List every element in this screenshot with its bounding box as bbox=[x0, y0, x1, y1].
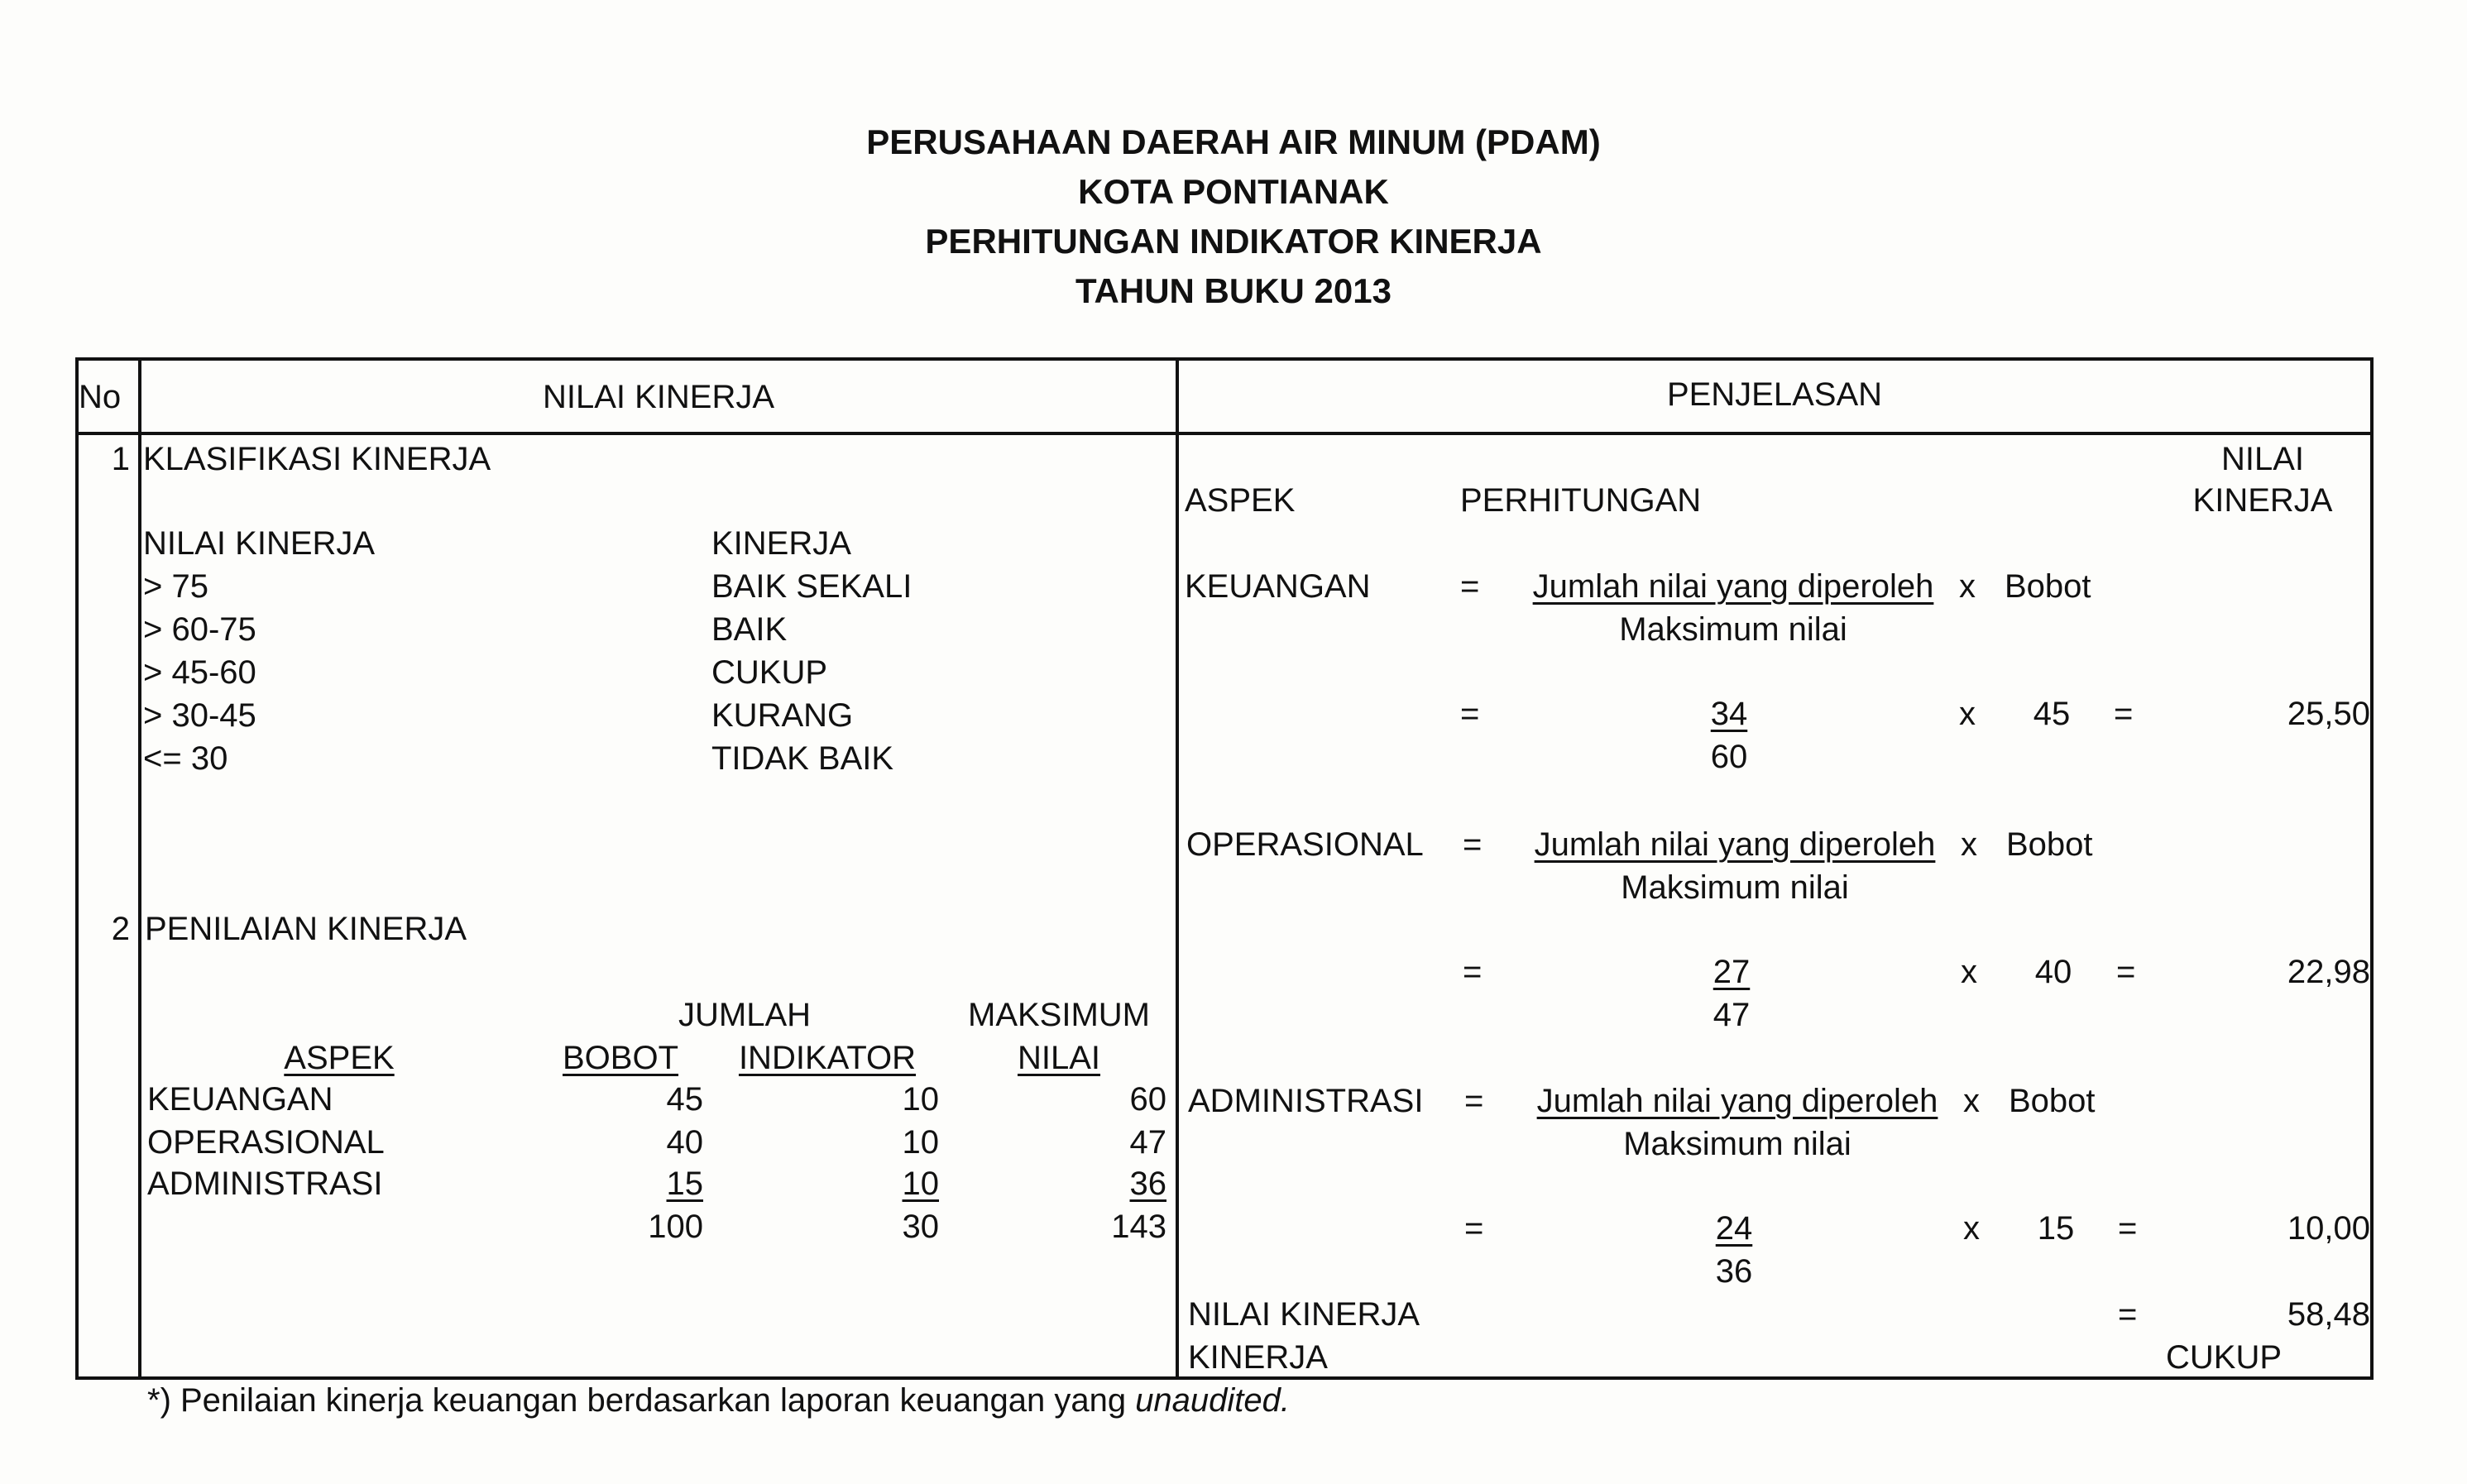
klasifikasi-range: > 30-45 bbox=[143, 697, 256, 734]
calc-aspek-name: KEUANGAN bbox=[1185, 568, 1371, 605]
penjelasan-head-kinerja: KINERJA bbox=[2192, 482, 2333, 519]
penilaian-indikator: 10 bbox=[902, 1166, 939, 1202]
penjelasan-head-nilai: NILAI bbox=[2220, 441, 2305, 477]
calc-aspek-name: ADMINISTRASI bbox=[1188, 1083, 1424, 1119]
footnote-text: *) Penilaian kinerja keuangan berdasarkan laporan keuangan yang bbox=[147, 1382, 1136, 1419]
kinerja-label: KINERJA bbox=[1188, 1339, 1328, 1376]
calc-times: x bbox=[1959, 696, 1976, 732]
klasifikasi-range: > 60-75 bbox=[143, 611, 256, 648]
penilaian-bobot: 45 bbox=[666, 1081, 703, 1118]
klasifikasi-label: BAIK SEKALI bbox=[711, 568, 913, 605]
klasifikasi-range: > 75 bbox=[143, 568, 208, 605]
penilaian-aspek: KEUANGAN bbox=[147, 1081, 333, 1118]
calc-eq: = bbox=[1463, 954, 1483, 990]
calc-numerator: 24 bbox=[1715, 1210, 1753, 1247]
title-year: TAHUN BUKU 2013 bbox=[1075, 271, 1392, 310]
calc-times: x bbox=[1963, 1083, 1980, 1119]
calc-aspek-name: OPERASIONAL bbox=[1186, 826, 1424, 863]
calc-eq: = bbox=[1464, 1210, 1484, 1247]
penilaian-indikator: 10 bbox=[902, 1081, 939, 1118]
penilaian-total-nilai: 143 bbox=[1111, 1209, 1166, 1245]
calc-numerator: 27 bbox=[1713, 954, 1751, 990]
footnote bbox=[147, 1380, 1290, 1421]
penilaian-indikator: 10 bbox=[902, 1124, 939, 1161]
penilaian-head-aspek: ASPEK bbox=[284, 1040, 395, 1076]
penilaian-total-bobot: 100 bbox=[648, 1209, 703, 1245]
calc-numerator: 34 bbox=[1710, 696, 1748, 732]
penilaian-head-bobot: BOBOT bbox=[562, 1040, 679, 1076]
penjelasan-head-perhitungan: PERHITUNGAN bbox=[1460, 482, 1702, 519]
calc-bobot-label: Bobot bbox=[2005, 568, 2091, 605]
col-divider-no bbox=[138, 357, 141, 1380]
penilaian-aspek: OPERASIONAL bbox=[147, 1124, 385, 1161]
total-nilai-label: NILAI KINERJA bbox=[1188, 1296, 1420, 1333]
header-row-divider bbox=[75, 432, 2374, 435]
calc-bobot-label: Bobot bbox=[2006, 826, 2093, 863]
calc-denominator: 60 bbox=[1710, 739, 1748, 775]
calc-denominator-label: Maksimum nilai bbox=[1619, 611, 1847, 648]
kinerja-value: CUKUP bbox=[2166, 1339, 2283, 1376]
klasifikasi-range: <= 30 bbox=[143, 740, 228, 777]
calc-times: x bbox=[1961, 954, 1977, 990]
calc-denominator: 47 bbox=[1713, 997, 1751, 1033]
penilaian-head-maksimum: MAKSIMUM bbox=[968, 997, 1150, 1033]
penilaian-nilai: 36 bbox=[1129, 1166, 1166, 1202]
calc-eq: = bbox=[2116, 954, 2136, 990]
klasifikasi-head-kinerja: KINERJA bbox=[711, 525, 851, 562]
klasifikasi-label: BAIK bbox=[711, 611, 788, 648]
calc-eq: = bbox=[2118, 1210, 2138, 1247]
klasifikasi-range: > 45-60 bbox=[143, 654, 256, 691]
calc-times: x bbox=[1961, 826, 1977, 863]
penilaian-bobot: 15 bbox=[666, 1166, 703, 1202]
klasifikasi-label: CUKUP bbox=[711, 654, 828, 691]
calc-numerator-label: Jumlah nilai yang diperoleh bbox=[1534, 826, 1936, 863]
section1-no: 1 bbox=[111, 441, 130, 477]
header-no: No bbox=[79, 379, 122, 415]
section2-no: 2 bbox=[111, 911, 130, 947]
calc-eq: = bbox=[1460, 696, 1480, 732]
calc-weight: 15 bbox=[2037, 1210, 2075, 1247]
calc-numerator-label: Jumlah nilai yang diperoleh bbox=[1536, 1083, 1938, 1119]
section1-title: KLASIFIKASI KINERJA bbox=[143, 441, 491, 477]
calc-weight: 45 bbox=[2033, 696, 2071, 732]
penilaian-head-jumlah: JUMLAH bbox=[678, 997, 812, 1033]
title-report: PERHITUNGAN INDIKATOR KINERJA bbox=[925, 222, 1542, 261]
penilaian-head-indikator: INDIKATOR bbox=[738, 1040, 917, 1076]
header-nilai-kinerja: NILAI KINERJA bbox=[542, 379, 775, 415]
title-company: PERUSAHAAN DAERAH AIR MINUM (PDAM) bbox=[866, 122, 1601, 161]
calc-eq: = bbox=[2118, 1296, 2138, 1333]
section2-title: PENILAIAN KINERJA bbox=[145, 911, 467, 947]
total-nilai-value: 58,48 bbox=[2287, 1296, 2370, 1333]
calc-result: 10,00 bbox=[2287, 1210, 2370, 1247]
klasifikasi-label: KURANG bbox=[711, 697, 854, 734]
calc-denominator: 36 bbox=[1715, 1253, 1753, 1290]
calc-weight: 40 bbox=[2034, 954, 2072, 990]
penilaian-aspek: ADMINISTRASI bbox=[147, 1166, 383, 1202]
calc-times: x bbox=[1959, 568, 1976, 605]
penilaian-nilai: 47 bbox=[1129, 1124, 1166, 1161]
calc-bobot-label: Bobot bbox=[2009, 1083, 2096, 1119]
calc-denominator-label: Maksimum nilai bbox=[1623, 1126, 1851, 1162]
calc-numerator-label: Jumlah nilai yang diperoleh bbox=[1532, 568, 1934, 605]
penilaian-total-indikator: 30 bbox=[902, 1209, 939, 1245]
penjelasan-head-aspek: ASPEK bbox=[1185, 482, 1296, 519]
calc-result: 25,50 bbox=[2287, 696, 2370, 732]
calc-result: 22,98 bbox=[2287, 954, 2370, 990]
col-divider-penjelasan bbox=[1176, 357, 1179, 1380]
calc-eq: = bbox=[2114, 696, 2134, 732]
penilaian-bobot: 40 bbox=[666, 1124, 703, 1161]
footnote-italic: unaudited. bbox=[1135, 1382, 1291, 1419]
header-penjelasan: PENJELASAN bbox=[1666, 376, 1883, 413]
calc-eq: = bbox=[1464, 1083, 1484, 1119]
penilaian-head-nilai: NILAI bbox=[1017, 1040, 1101, 1076]
calc-denominator-label: Maksimum nilai bbox=[1621, 869, 1849, 906]
calc-times: x bbox=[1963, 1210, 1980, 1247]
klasifikasi-label: TIDAK BAIK bbox=[711, 740, 894, 777]
penilaian-nilai: 60 bbox=[1129, 1081, 1166, 1118]
calc-eq: = bbox=[1460, 568, 1480, 605]
title-city: KOTA PONTIANAK bbox=[1078, 172, 1389, 211]
klasifikasi-head-nilai: NILAI KINERJA bbox=[143, 525, 376, 562]
calc-eq: = bbox=[1463, 826, 1483, 863]
